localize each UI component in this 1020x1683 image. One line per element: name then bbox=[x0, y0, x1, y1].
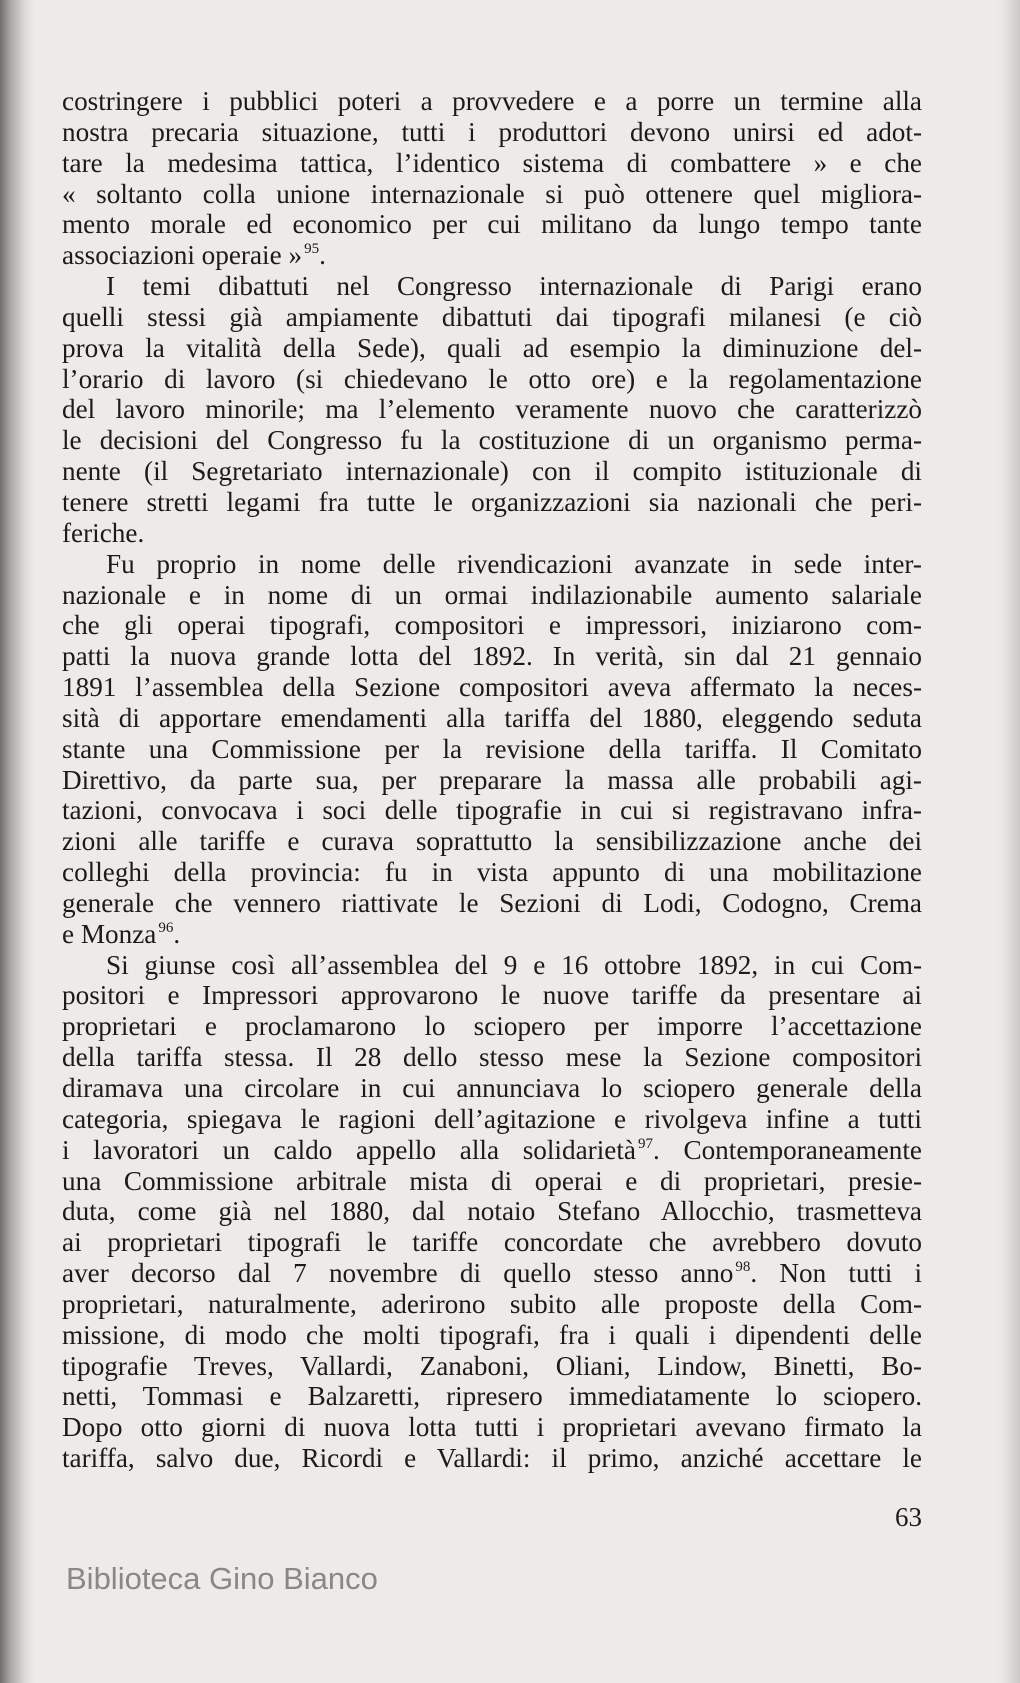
text-line: costringere i pubblici poteri a provvedere e a porre un termine alla bbox=[62, 86, 922, 116]
page-number: 63 bbox=[895, 1502, 922, 1532]
text-line: colleghi della provincia: fu in vista appunto di una mobilitazione bbox=[62, 857, 922, 888]
text-line: tariffa, salvo due, Ricordi e Vallardi: il primo, anziché accettare le bbox=[62, 1443, 922, 1474]
footnote-ref: 97 bbox=[637, 1135, 653, 1152]
text-line: i lavoratori un caldo appello alla solidarietà $^{97}$. Contemporaneamente bbox=[62, 1134, 922, 1165]
text-line: Dopo otto giorni di nuova lotta tutti i proprietari avevano firmato la bbox=[62, 1412, 922, 1443]
text-line: zioni alle tariffe e curava soprattutto la sensibilizzazione anche dei bbox=[62, 826, 922, 857]
text-line: tazioni, convocava i soci delle tipografie in cui si registravano infra- bbox=[62, 795, 922, 826]
page-binding-shadow bbox=[0, 0, 34, 1683]
text-line: I temi dibattuti nel Congresso internazionale di Parigi erano bbox=[106, 271, 922, 302]
text-line: generale che vennero riattivate le Sezioni di Lodi, Codogno, Crema bbox=[62, 887, 922, 918]
text-line: che gli operai tipografi, compositori e impressori, iniziarono com- bbox=[62, 610, 922, 641]
text-line: mento morale ed economico per cui militano da lungo tempo tante bbox=[62, 209, 922, 240]
text-line: Direttivo, da parte sua, per preparare la massa alle probabili agi- bbox=[62, 764, 922, 795]
text-line: della tariffa stessa. Il 28 dello stesso mese la Sezione compositori bbox=[62, 1042, 922, 1073]
text-line: missione, di modo che molti tipografi, fra i quali i dipendenti delle bbox=[62, 1319, 922, 1350]
text-line: aver decorso dal 7 novembre di quello stesso anno $^{98}$. Non tutti i bbox=[62, 1258, 922, 1289]
text-line: positori e Impressori approvarono le nuove tariffe da presentare ai bbox=[62, 980, 922, 1011]
text-line: Fu proprio in nome delle rivendicazioni avanzate in sede inter- bbox=[106, 548, 922, 579]
text-line: tare la medesima tattica, l’identico sistema di combattere » e che bbox=[62, 147, 922, 178]
text-line: diramava una circolare in cui annunciava lo sciopero generale della bbox=[62, 1073, 922, 1103]
text-line: tenere stretti legami fra tutte le organizzazioni sia nazionali che peri- bbox=[62, 486, 922, 517]
text-line: 1891 l’assemblea della Sezione compositori aveva affermato la neces- bbox=[62, 672, 922, 703]
text-line: tipografie Treves, Vallardi, Zanaboni, Oliani, Lindow, Binetti, Bo- bbox=[62, 1350, 922, 1381]
text-line: netti, Tommasi e Balzaretti, ripresero immediatamente lo sciopero. bbox=[62, 1381, 922, 1412]
footnote-ref: 96 bbox=[158, 919, 174, 936]
body-text bbox=[62, 86, 922, 1474]
text-line: categoria, spiegava le ragioni dell’agitazione e rivolgeva infine a tutti bbox=[62, 1103, 922, 1134]
text-line: nente (il Segretariato internazionale) con il compito istituzionale di bbox=[62, 456, 922, 487]
text-line: e Monza $^{96}$. bbox=[62, 918, 181, 949]
text-line: nazionale e in nome di un ormai indilazionabile aumento salariale bbox=[62, 579, 922, 610]
text-line: sità di apportare emendamenti alla tariffa del 1880, eleggendo seduta bbox=[62, 702, 922, 733]
text-line: nostra precaria situazione, tutti i produttori devono unirsi ed adot- bbox=[62, 116, 922, 147]
text-line: duta, come già nel 1880, dal notaio Stefano Allocchio, trasmetteva bbox=[62, 1196, 922, 1227]
text-line: prova la vitalità della Sede), quali ad esempio la diminuzione del- bbox=[62, 332, 922, 363]
footnote-ref: 98 bbox=[735, 1259, 751, 1276]
page-edge-shadow bbox=[998, 0, 1020, 1683]
footnote-ref: 95 bbox=[304, 241, 320, 258]
text-line: del lavoro minorile; ma l’elemento veramente nuovo che caratterizzò bbox=[62, 394, 922, 425]
library-watermark: Biblioteca Gino Bianco bbox=[66, 1561, 378, 1596]
text-line: ai proprietari tipografi le tariffe concordate che avrebbero dovuto bbox=[62, 1227, 922, 1258]
text-line: feriche. bbox=[62, 517, 145, 548]
text-line: proprietari, naturalmente, aderirono subito alle proposte della Com- bbox=[62, 1288, 922, 1319]
text-line: associazioni operaie » $^{95}$. bbox=[62, 240, 326, 271]
text-line: quelli stessi già ampiamente dibattuti dai tipografi milanesi (e ciò bbox=[62, 301, 922, 332]
text-line: le decisioni del Congresso fu la costituzione di un organismo perma- bbox=[62, 425, 922, 456]
text-line: patti la nuova grande lotta del 1892. In verità, sin dal 21 gennaio bbox=[62, 641, 922, 672]
text-line: l’orario di lavoro (si chiedevano le otto ore) e la regolamentazione bbox=[62, 363, 922, 394]
text-line: stante una Commissione per la revisione della tariffa. Il Comitato bbox=[62, 733, 922, 764]
text-line: una Commissione arbitrale mista di operai e di proprietari, presie- bbox=[62, 1165, 922, 1196]
text-line: proprietari e proclamarono lo sciopero per imporre l’accettazione bbox=[62, 1011, 922, 1042]
text-line: « soltanto colla unione internazionale si può ottenere quel migliora- bbox=[62, 178, 922, 209]
text-line: Si giunse così all’assemblea del 9 e 16 ottobre 1892, in cui Com- bbox=[106, 949, 922, 980]
